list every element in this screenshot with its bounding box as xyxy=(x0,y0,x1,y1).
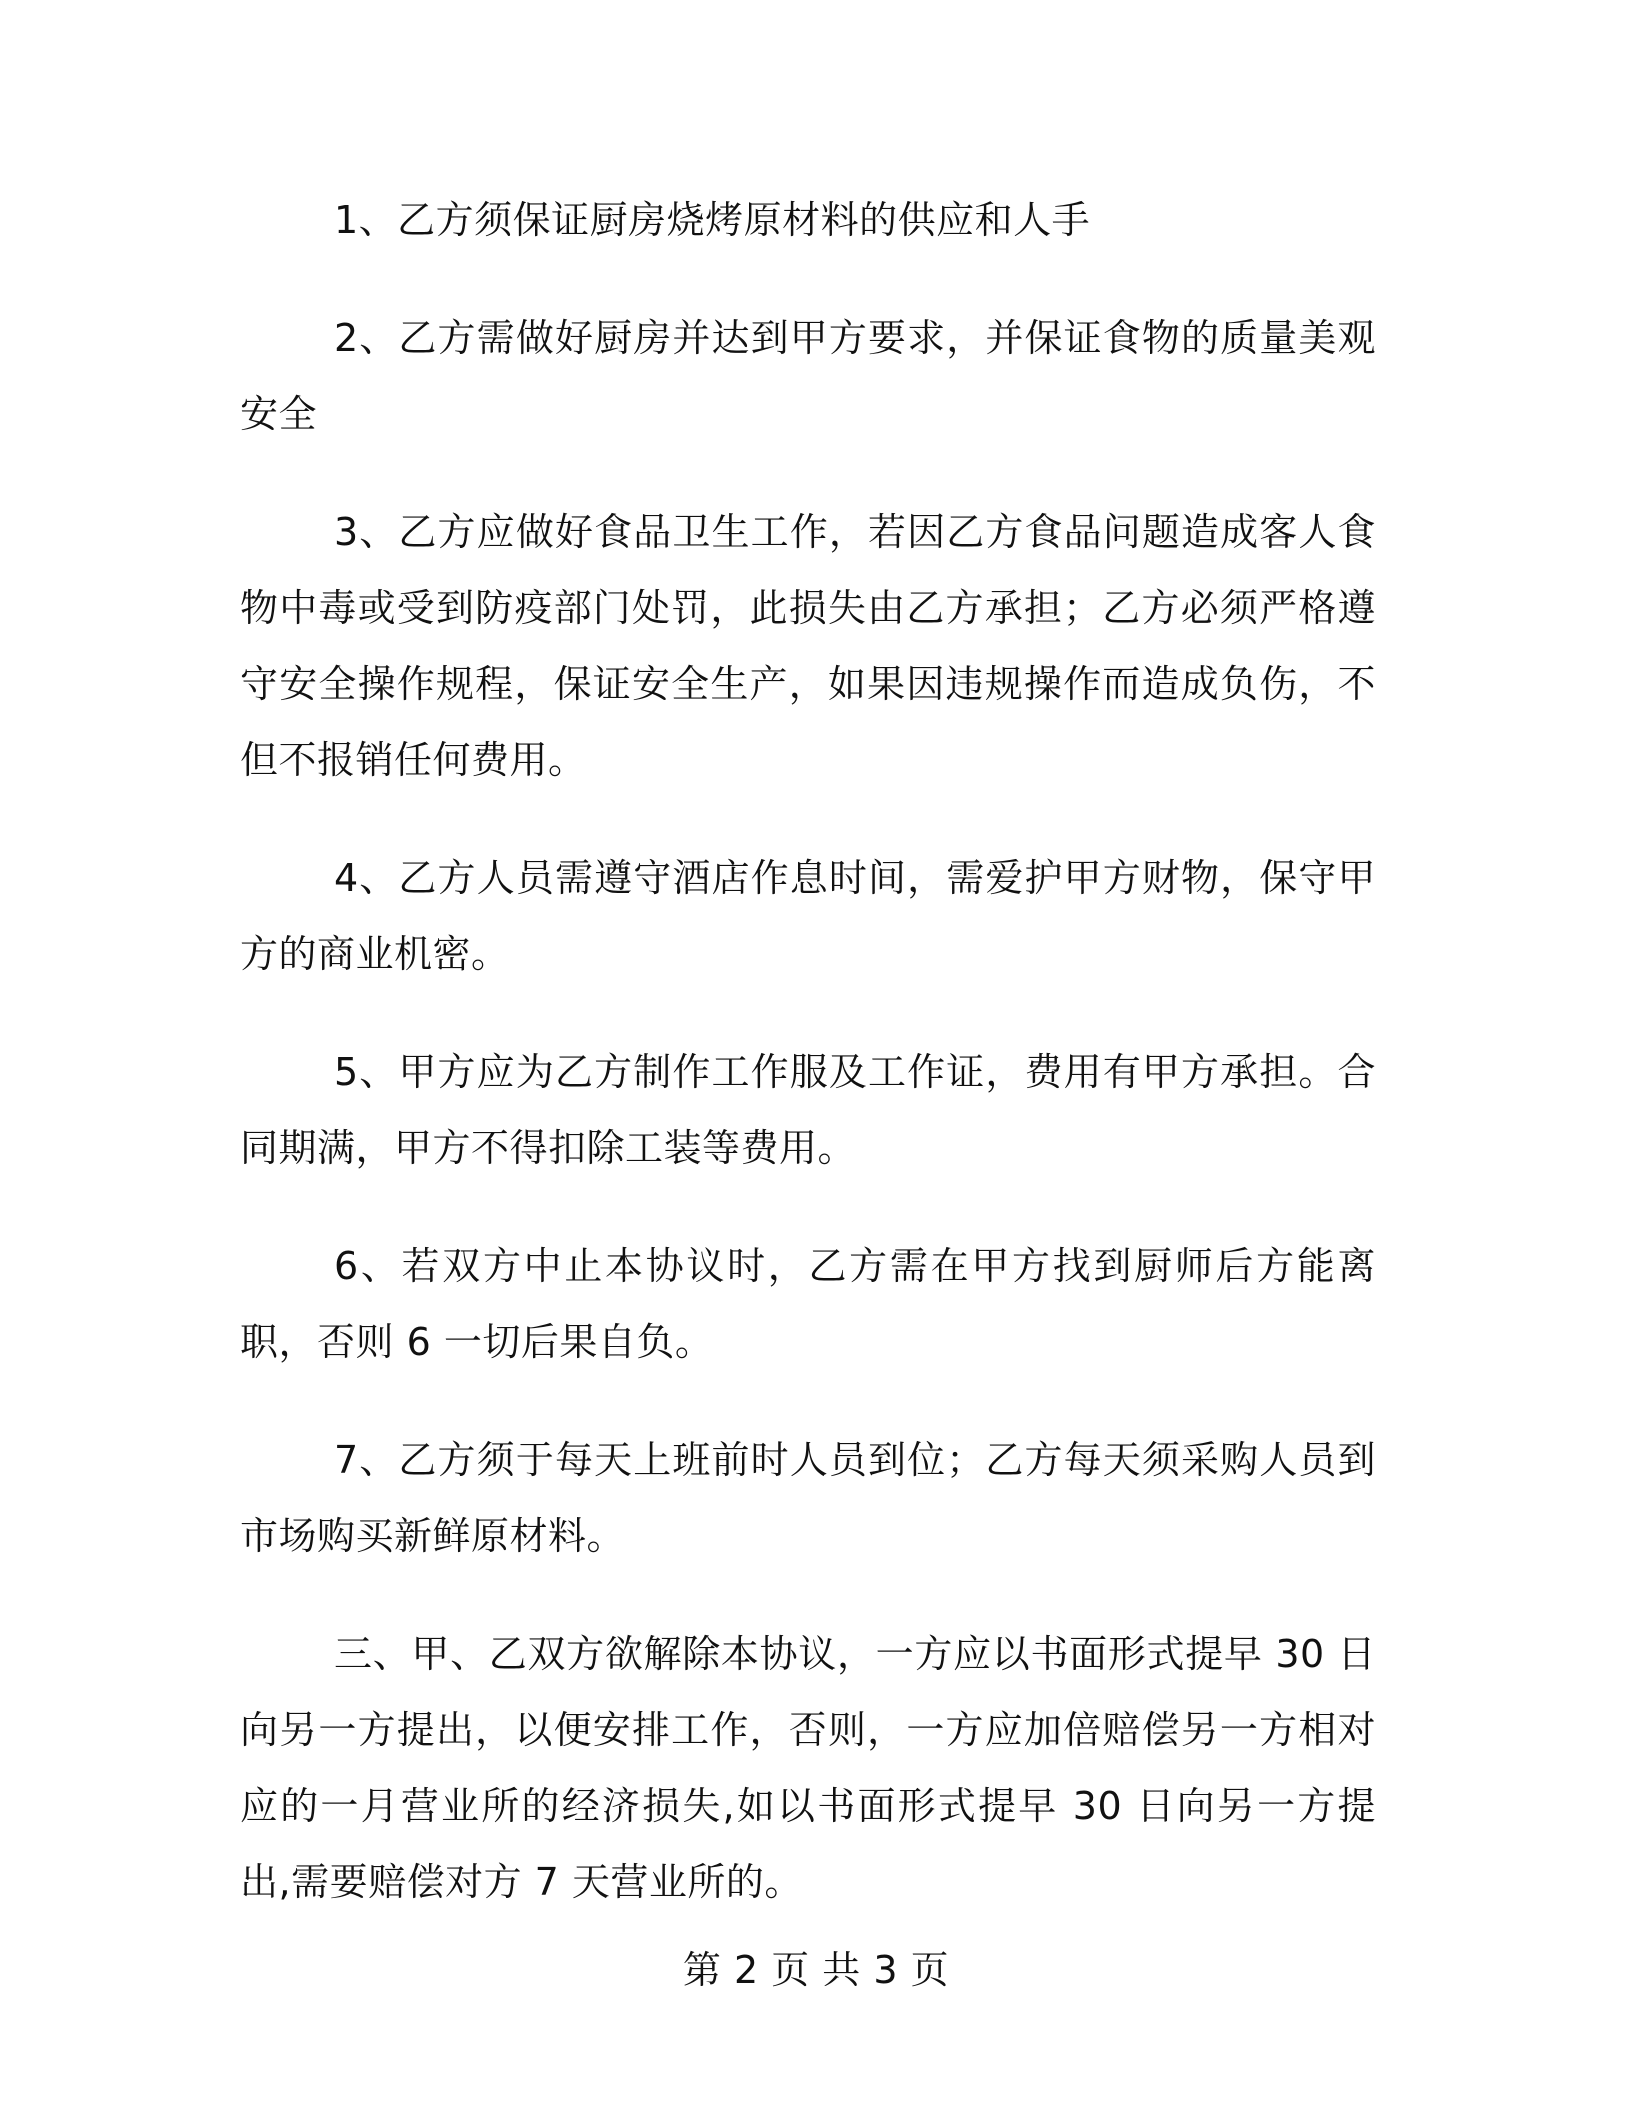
clause-2: 2、乙方需做好厨房并达到甲方要求，并保证食物的质量美观安全 xyxy=(240,316,1376,436)
clause-7: 7、乙方须于每天上班前时人员到位；乙方每天须采购人员到市场购买新鲜原材料。 xyxy=(240,1438,1376,1558)
clause-5: 5、甲方应为乙方制作工作服及工作证，费用有甲方承担。合同期满，甲方不得扣除工装等费用。 xyxy=(240,1050,1376,1170)
page-number-footer: 第 2 页 共 3 页 xyxy=(682,1948,950,1992)
clause-1: 1、乙方须保证厨房烧烤原材料的供应和人手 xyxy=(334,198,1091,242)
document-body xyxy=(240,182,1376,1962)
clause-6: 6、若双方中止本协议时，乙方需在甲方找到厨师后方能离职，否则 6 一切后果自负。 xyxy=(240,1244,1376,1364)
section-3-termination: 三、甲、乙双方欲解除本协议，一方应以书面形式提早 30 日向另一方提出，以便安排工作，否则，一方应加倍赔偿另一方相对应的一月营业所的经济损失,如以书面形式提早 30 日向另一方提出,需要赔偿对方 7 天营业所的。 xyxy=(240,1632,1376,1904)
clause-4: 4、乙方人员需遵守酒店作息时间，需爱护甲方财物，保守甲方的商业机密。 xyxy=(240,856,1376,976)
clause-3: 3、乙方应做好食品卫生工作，若因乙方食品问题造成客人食物中毒或受到防疫部门处罚，此损失由乙方承担；乙方必须严格遵守安全操作规程，保证安全生产，如果因违规操作而造成负伤，不但不报销任何费用。 xyxy=(240,510,1376,782)
